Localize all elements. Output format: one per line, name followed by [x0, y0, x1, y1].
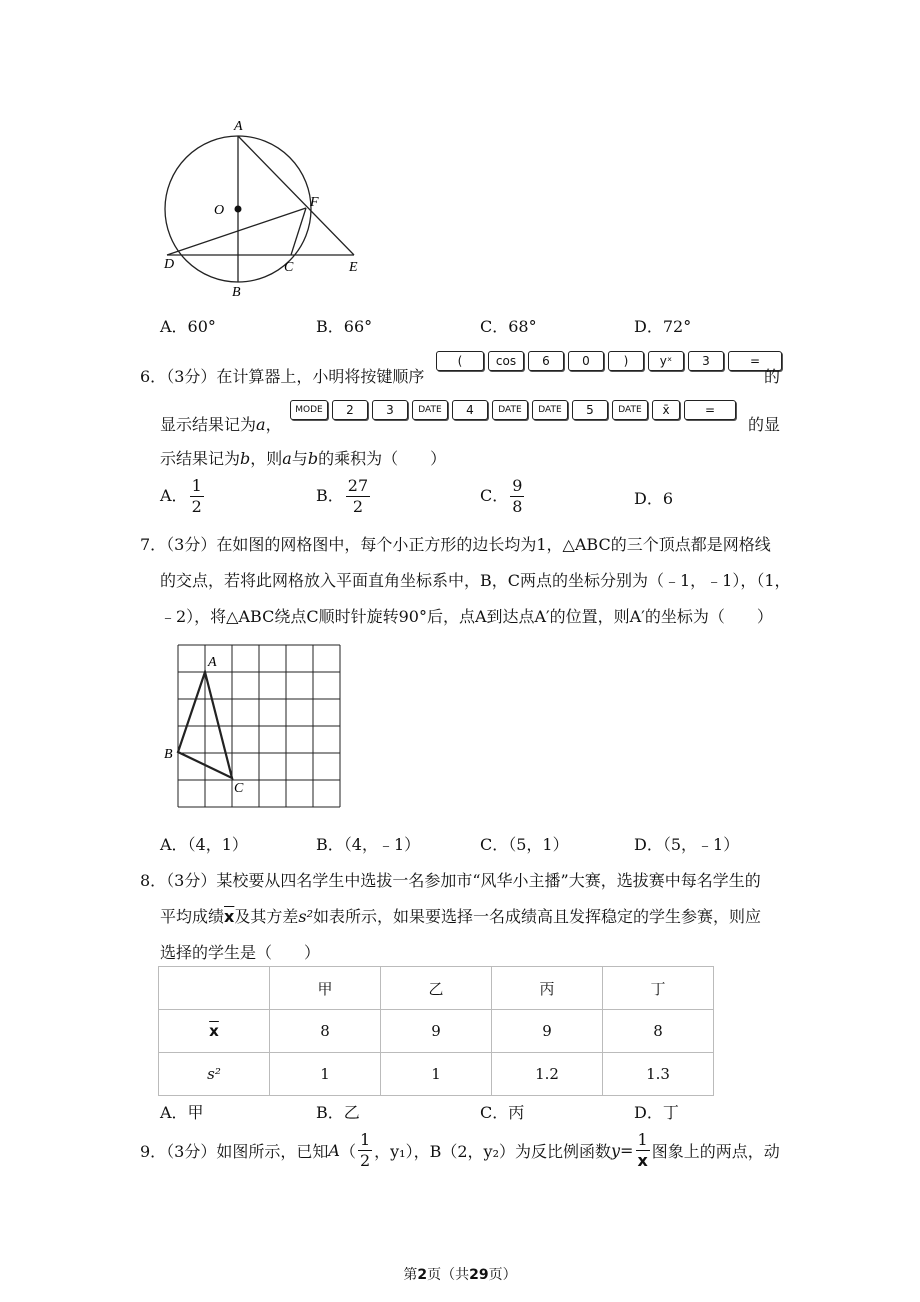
- q9-text-a: 9．（3分）如图所示，已知: [140, 1141, 329, 1161]
- q7-option-d: D．（5，﹣1）: [634, 835, 740, 854]
- denominator: 2: [191, 497, 202, 516]
- fraction: [190, 478, 204, 515]
- q8-text2b: 及其方差: [234, 907, 299, 926]
- q6-text2: 显示结果记为: [160, 415, 257, 434]
- q8-stats-table: [158, 966, 714, 1096]
- page-footer: [0, 1264, 920, 1284]
- x-bar-symbol: $\overline{x}$: [209, 1022, 219, 1040]
- q7-line2: 的交点，若将此网格放入平面直角坐标系中，B，C两点的坐标分别为（﹣1，﹣1），（1，: [160, 571, 791, 590]
- q6-option-c: [480, 478, 526, 515]
- label-c: C: [284, 260, 294, 275]
- footer-post: 页）: [488, 1267, 517, 1283]
- numerator: 1: [191, 476, 202, 495]
- option-prefix: A．: [160, 486, 188, 505]
- q6-line1-end: 的: [764, 367, 781, 386]
- q6-text1: 在计算器上，小明将按键顺序: [216, 367, 425, 386]
- q6-line1: [140, 364, 424, 387]
- q8-line1: 8．（3分）某校要从四名学生中选拔一名参加市“风华小主播”大赛，选拔赛中每名学生的: [140, 871, 761, 890]
- q9-text-end: 图象上的两点，动: [651, 1141, 780, 1161]
- q8-option-c: C．丙: [480, 1103, 525, 1122]
- table-cell: 1.2: [492, 1053, 603, 1096]
- q7-option-a: A．（4，1）: [160, 835, 248, 854]
- q8-line3: 选择的学生是（ ）: [160, 943, 321, 962]
- calc-key: DATE: [612, 400, 648, 420]
- q5-option-a: A．60°: [160, 317, 216, 336]
- q6-var-a2: a: [282, 449, 292, 468]
- table-header-cell: 甲: [270, 967, 381, 1010]
- table-header-cell: 丙: [492, 967, 603, 1010]
- calc-key: 5: [572, 400, 608, 420]
- q6-text3b: ，则: [250, 449, 283, 468]
- table-cell: 9: [492, 1010, 603, 1053]
- q5-option-b: B．66°: [316, 317, 373, 336]
- fraction: [346, 478, 370, 515]
- numerator: 1: [637, 1129, 648, 1149]
- s-squared-symbol: s²: [207, 1065, 221, 1083]
- q9-line1: [140, 1130, 780, 1170]
- calc-key: 4: [452, 400, 488, 420]
- q6-keys-sequence-1: [436, 351, 786, 371]
- q6-text3c: 与: [291, 449, 308, 468]
- q6-line3: [160, 446, 446, 469]
- grid-label-c: C: [234, 781, 244, 796]
- grid-lines: [178, 645, 340, 807]
- calc-key: yˣ: [648, 351, 684, 371]
- q5-option-c: C．68°: [480, 317, 537, 336]
- q7-grid-figure: [160, 640, 350, 812]
- grid-label-a: A: [208, 655, 217, 670]
- q9-point-a: A: [328, 1140, 340, 1160]
- page-number: 2: [417, 1267, 428, 1283]
- q8-option-b: B．乙: [316, 1103, 360, 1122]
- q6-line2: [160, 412, 282, 435]
- q6-var-b: b: [240, 449, 251, 468]
- row-label-s2: [159, 1053, 270, 1096]
- q8-option-a: A．甲: [160, 1103, 204, 1122]
- x-bar-symbol: $\overline{x}$: [224, 907, 235, 926]
- table-row: [159, 1053, 714, 1096]
- table-cell: 9: [381, 1010, 492, 1053]
- table-row: [159, 1010, 714, 1053]
- calc-key: =: [728, 351, 782, 371]
- calc-key: (: [436, 351, 484, 371]
- calc-key: MODE: [290, 400, 328, 420]
- table-cell: [159, 967, 270, 1010]
- calc-key: 6: [528, 351, 564, 371]
- table-header-cell: 乙: [381, 967, 492, 1010]
- q6-option-b: [316, 478, 372, 515]
- denominator: x: [637, 1150, 648, 1170]
- center-point: [235, 206, 242, 213]
- q9-paren: （: [339, 1141, 356, 1161]
- fraction: [635, 1129, 649, 1170]
- q6-score: （3分）: [166, 367, 217, 386]
- calc-key: DATE: [532, 400, 568, 420]
- label-d: D: [164, 257, 175, 272]
- q8-text2c: 如表所示，如果要选择一名成绩高且发挥稳定的学生参赛，则应: [312, 907, 761, 926]
- row-label-xbar: [159, 1010, 270, 1053]
- calc-key: cos: [488, 351, 524, 371]
- calc-key: DATE: [412, 400, 448, 420]
- table-cell: 8: [603, 1010, 714, 1053]
- table-cell: 8: [270, 1010, 381, 1053]
- q6-text3a: 示结果记为: [160, 449, 241, 468]
- segment-fc: [291, 208, 306, 255]
- q6-comma: ，: [265, 415, 282, 434]
- q8-option-d: D．丁: [634, 1103, 679, 1122]
- q6-line2-end: 的显: [748, 415, 781, 434]
- q8-line2: [160, 904, 761, 927]
- numerator: 9: [512, 476, 523, 495]
- table-cell: 1: [381, 1053, 492, 1096]
- s-squared-symbol: s²: [298, 907, 313, 926]
- table-cell: 1: [270, 1053, 381, 1096]
- calc-key: 0: [568, 351, 604, 371]
- label-e: E: [349, 260, 358, 275]
- q9-y-eq: y=: [611, 1140, 634, 1160]
- table-cell: 1.3: [603, 1053, 714, 1096]
- q7-line1: 7．（3分）在如图的网格图中，每个小正方形的边长均为1，△ABC的三个顶点都是网格线: [140, 535, 771, 554]
- q5-option-d: D．72°: [634, 317, 692, 336]
- q8-text2a: 平均成绩: [160, 907, 225, 926]
- denominator: 2: [359, 1150, 371, 1170]
- q6-var-b2: b: [307, 449, 319, 468]
- label-b: B: [232, 285, 241, 300]
- q9-text-b: B（2，y₂）为反比例函数: [429, 1141, 612, 1161]
- label-o: O: [214, 203, 225, 218]
- denominator: 2: [352, 497, 364, 516]
- segment-ae: [238, 136, 354, 255]
- label-f: F: [310, 195, 319, 210]
- q7-option-b: B．（4，﹣1）: [316, 835, 421, 854]
- q6-number: 6．: [140, 367, 167, 386]
- segment-df: [167, 208, 306, 255]
- table-header-cell: 丁: [603, 967, 714, 1010]
- q5-circle-figure: [150, 110, 380, 300]
- option-prefix: B．: [316, 486, 344, 505]
- q7-option-c: C．（5，1）: [480, 835, 569, 854]
- fraction: [358, 1129, 372, 1170]
- calc-key: DATE: [492, 400, 528, 420]
- calc-key: ): [608, 351, 644, 371]
- numerator: 27: [347, 476, 369, 495]
- total-pages: 29: [469, 1267, 489, 1283]
- calc-key: 3: [372, 400, 408, 420]
- calc-key: =: [684, 400, 736, 420]
- calc-key: x̄: [652, 400, 680, 420]
- q6-text3d: 的乘积为（ ）: [318, 449, 447, 468]
- q6-keys-sequence-2: [290, 400, 740, 420]
- denominator: 8: [512, 497, 523, 516]
- q6-var-a: a: [256, 415, 266, 434]
- q7-line3: ﹣2），将△ABC绕点C顺时针旋转90°后，点A到达点A′的位置，则A′的坐标为（ ）: [160, 607, 773, 626]
- calc-key: 3: [688, 351, 724, 371]
- table-row: [159, 967, 714, 1010]
- grid-label-b: B: [164, 747, 173, 762]
- footer-pre: 第: [403, 1267, 418, 1283]
- numerator: 1: [359, 1129, 371, 1149]
- q6-option-d: D．6: [634, 489, 674, 508]
- q6-option-a: [160, 478, 206, 515]
- q9-text-y1: ，y₁），: [374, 1141, 430, 1161]
- footer-mid: 页（共: [427, 1267, 470, 1283]
- calc-key: 2: [332, 400, 368, 420]
- option-prefix: C．: [480, 486, 509, 505]
- fraction: [510, 478, 524, 515]
- label-a: A: [234, 119, 243, 134]
